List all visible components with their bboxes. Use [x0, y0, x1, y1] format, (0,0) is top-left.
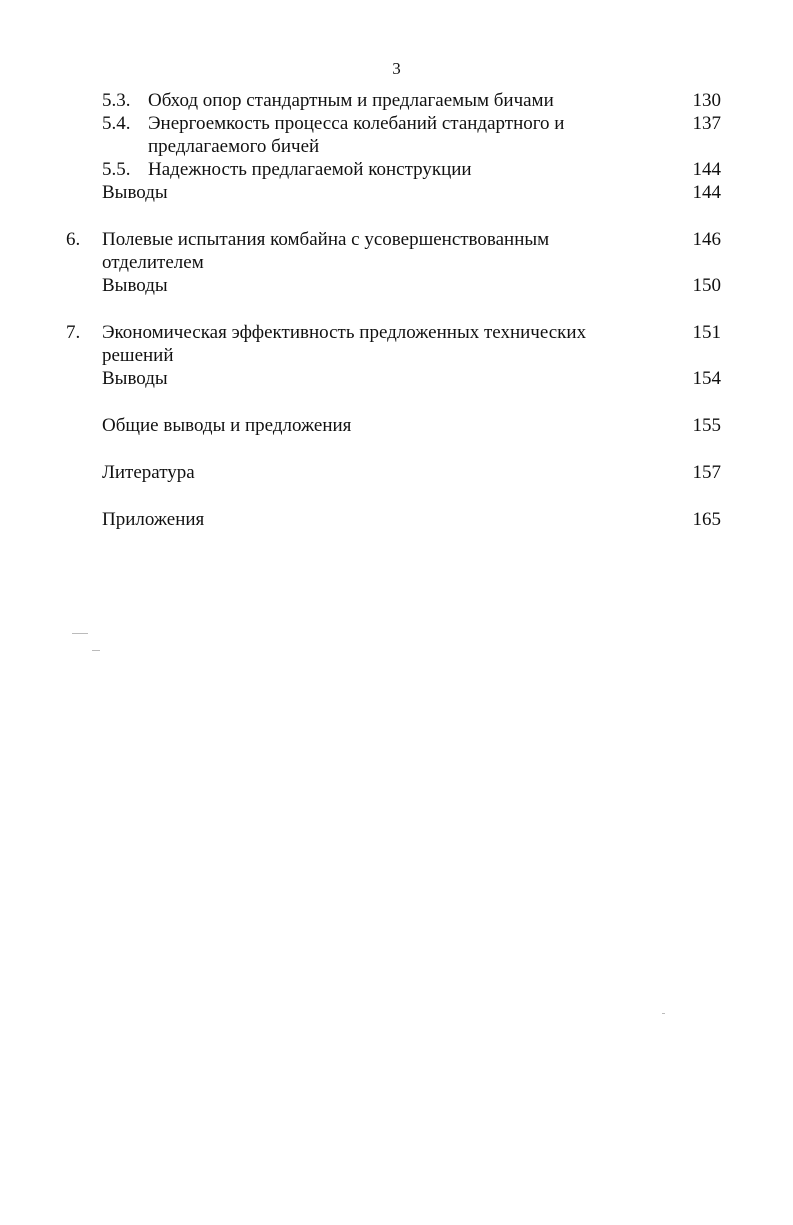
scan-speck	[72, 633, 88, 634]
scan-speck	[662, 1013, 665, 1014]
conclusions-page: 154	[692, 368, 721, 389]
toc-entry-conclusions-5	[0, 181, 793, 204]
scan-speck	[92, 650, 100, 651]
toc-entry-conclusions-7	[0, 367, 793, 390]
toc-entry-general-conclusions	[0, 414, 793, 437]
chapter-number: 7.	[66, 322, 81, 343]
section-page: 144	[692, 159, 721, 180]
toc-entry-literature	[0, 461, 793, 484]
literature-page: 157	[692, 462, 721, 483]
conclusions-title: Выводы	[102, 182, 168, 203]
appendices-title: Приложения	[102, 509, 205, 530]
section-number: 5.3.	[102, 90, 131, 111]
section-title: Энергоемкость процесса колебаний стандартного и предлагаемого бичей	[148, 113, 565, 157]
section-page: 130	[692, 90, 721, 111]
chapter-title: Экономическая эффективность предложенных технических решений	[102, 322, 587, 366]
conclusions-title: Выводы	[102, 368, 168, 389]
toc-entry-chapter-6	[0, 228, 793, 274]
conclusions-page: 150	[692, 275, 721, 296]
toc-entry-5-3	[0, 89, 793, 112]
conclusions-title: Выводы	[102, 275, 168, 296]
appendices-page: 165	[692, 509, 721, 530]
section-number: 5.4.	[102, 113, 131, 134]
chapter-page: 151	[692, 322, 721, 343]
section-title: Надежность предлагаемой конструкции	[148, 159, 472, 180]
conclusions-page: 144	[692, 182, 721, 203]
toc-entry-appendices	[0, 508, 793, 531]
page-number: 3	[392, 59, 401, 78]
toc-entry-5-5	[0, 158, 793, 181]
general-conclusions-title: Общие выводы и предложения	[102, 415, 352, 436]
section-page: 137	[692, 113, 721, 134]
literature-title: Литература	[102, 462, 195, 483]
chapter-number: 6.	[66, 229, 81, 250]
section-title: Обход опор стандартным и предлагаемым бичами	[148, 90, 554, 111]
chapter-page: 146	[692, 229, 721, 250]
toc-entry-conclusions-6	[0, 274, 793, 297]
toc-entry-chapter-7	[0, 321, 793, 367]
general-conclusions-page: 155	[692, 415, 721, 436]
table-of-contents	[0, 89, 793, 531]
toc-entry-5-4	[0, 112, 793, 158]
section-number: 5.5.	[102, 159, 131, 180]
chapter-title: Полевые испытания комбайна с усовершенствованным отделителем	[102, 229, 550, 273]
